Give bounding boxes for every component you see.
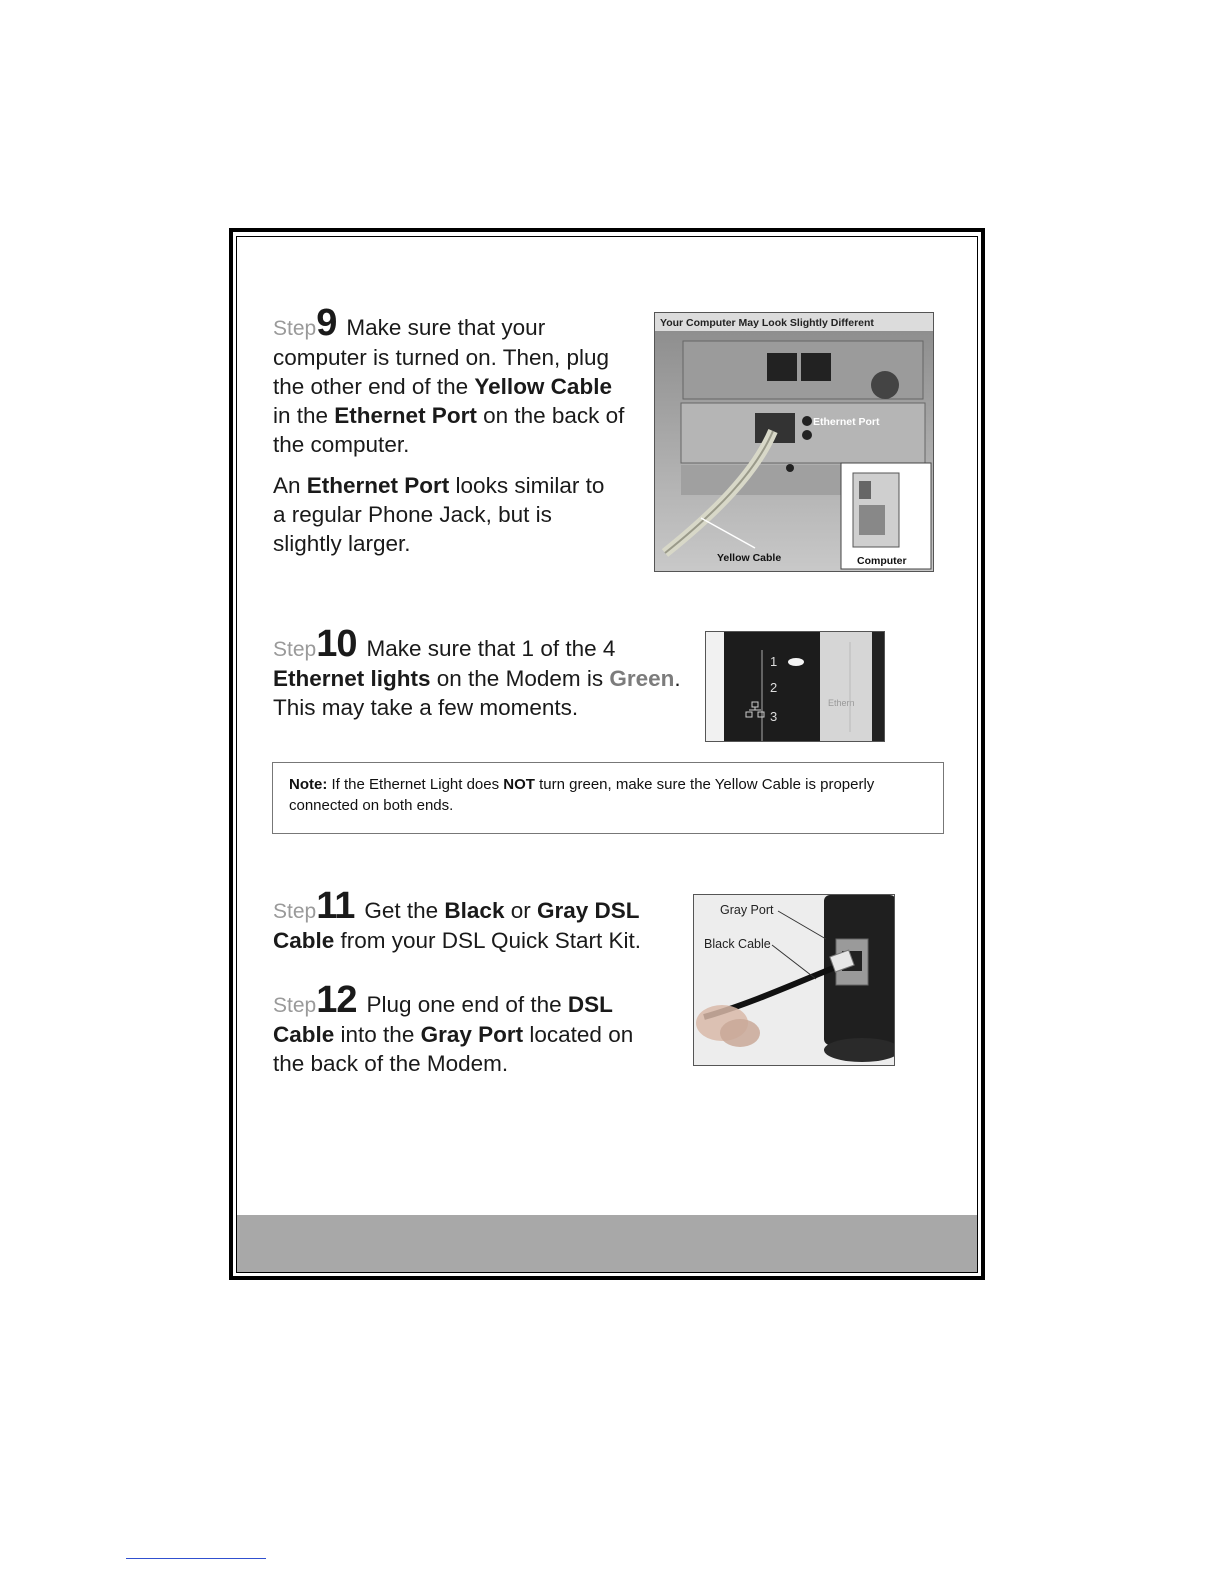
step-10-block (273, 623, 683, 722)
dsl-port-illustration (694, 895, 895, 1066)
step-12-word: Step (273, 994, 317, 1017)
step-12-paragraph (273, 979, 663, 1078)
step-9-p2-a: An (273, 473, 307, 498)
light-number-3: 3 (770, 709, 778, 724)
photo3-black-cable-label: Black Cable (704, 937, 771, 951)
step-10-text-c: . This may take a few moments. (273, 666, 681, 720)
light-number-1: 1 (770, 654, 778, 669)
computer-back-photo (654, 312, 934, 572)
step-9-text-a: Make sure that your computer is turned on. Then, plug the other end of the (273, 315, 610, 399)
note-text-b: turn green, make sure the Yellow Cable is properly connected on both ends. (289, 776, 875, 814)
footnote-separator (126, 1558, 266, 1559)
step-11-black: Black (444, 898, 505, 923)
step-9-text-c: on the back of the computer. (273, 403, 625, 457)
note-box (272, 762, 944, 834)
step-12-dsl-cable: DSL Cable (273, 992, 613, 1047)
step-10-ethernet-lights: Ethernet lights (273, 666, 431, 691)
step-12-number: 12 (316, 979, 357, 1021)
step-9-ethernet-port: Ethernet Port (334, 403, 477, 428)
photo1-ethernet-port-label: Ethernet Port (813, 416, 880, 428)
photo1-yellow-cable-label: Yellow Cable (717, 552, 782, 564)
step-9-yellow-cable: Yellow Cable (474, 374, 612, 399)
note-text-a: If the Ethernet Light does (327, 776, 504, 793)
step-10-green: Green (609, 666, 675, 691)
step-9-p2-ethernet-port: Ethernet Port (306, 473, 450, 498)
step-11-paragraph (273, 885, 673, 955)
step-12-gray-port: Gray Port (420, 1022, 524, 1047)
step-9-word: Step (273, 317, 317, 340)
light-number-2: 2 (770, 680, 778, 695)
step-9-number: 9 (316, 302, 337, 344)
page-panel (236, 236, 978, 1273)
photo2-side-label: Ethern (828, 698, 855, 708)
step-12-text-b: into the (334, 1022, 421, 1047)
note-label: Note: (289, 776, 328, 793)
step-11-block (273, 885, 673, 955)
step-11-text-b: or (504, 898, 537, 923)
photo1-computer-label: Computer (857, 555, 907, 567)
step-10-text-b: on the Modem is (430, 666, 610, 691)
photo3-gray-port-label: Gray Port (720, 903, 774, 917)
modem-lights-illustration (706, 632, 885, 742)
step-11-number: 11 (316, 885, 355, 927)
step-12-text-c: located on the back of the Modem. (273, 1022, 634, 1076)
step-10-word: Step (273, 638, 317, 661)
note-not: NOT (503, 776, 535, 793)
step-12-text-a: Plug one end of the (366, 992, 568, 1017)
step-11-text-c: from your DSL Quick Start Kit. (334, 928, 642, 953)
step-10-paragraph (273, 623, 683, 722)
step-11-text-a: Get the (364, 898, 445, 923)
step-9-p2-b: looks similar to a regular Phone Jack, but is slightly larger. (273, 473, 605, 556)
computer-back-illustration (655, 313, 934, 572)
step-11-gray-dsl-cable: Gray DSL Cable (273, 898, 640, 953)
step-10-number: 10 (316, 623, 357, 665)
photo1-header: Your Computer May Look Slightly Different (660, 317, 874, 329)
step-9-block (273, 302, 633, 558)
footer-bar (237, 1215, 977, 1272)
step-9-paragraph-2 (273, 471, 623, 558)
step-12-block (273, 979, 663, 1078)
step-9-text-b: in the (273, 403, 335, 428)
step-9-paragraph (273, 302, 633, 459)
step-11-word: Step (273, 900, 317, 923)
step-10-text-a: Make sure that 1 of the 4 (366, 636, 616, 661)
modem-lights-photo (705, 631, 885, 742)
dsl-port-photo (693, 894, 895, 1066)
